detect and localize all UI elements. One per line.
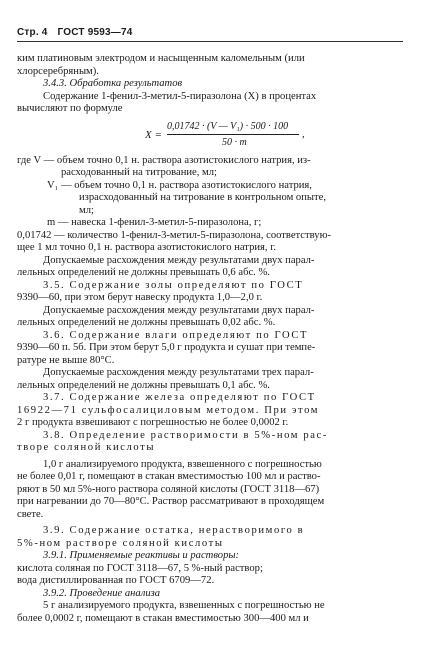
text-line: Содержание 1-фенил-3-метил-5-пиразолона (X) в процентах <box>43 90 317 102</box>
text-line: Допускаемые расхождения между результатами трех парал- <box>43 367 314 378</box>
text-line: кислота соляная по ГОСТ 3118—67, 5 %-ный раствор; <box>17 562 263 574</box>
fraction-bar <box>167 134 299 135</box>
definition-line: V₁ — объем точно 0,1 н. раствора азотистокислого натрия, <box>47 179 312 191</box>
section-heading-3-4-3: 3.4.3. Обработка результатов <box>43 78 183 89</box>
definition-line: мл; <box>79 204 94 216</box>
section-heading-3-5: 3.5. Содержание золы определяют по ГОСТ <box>43 279 304 291</box>
section-heading-3-9-1: 3.9.1. Применяемые реактивы и растворы: <box>43 550 240 561</box>
text-line: свете. <box>17 508 44 520</box>
text-line: хлорсеребряным). <box>17 65 99 77</box>
section-heading-3-8: 3.8. Определение растворимости в 5%-ном рас- <box>43 429 328 441</box>
text-line: Допускаемые расхождения между результатами двух парал- <box>43 254 315 266</box>
section-heading-3-9: 3.9. Содержание остатка, нерастворимого в <box>43 525 305 536</box>
formula-lhs: X = <box>145 128 162 141</box>
text-line: 5%-ном растворе соляной кислоты <box>17 537 224 549</box>
text-line: 9390—60 п. 5б. При этом берут 5,0 г продукта и сушат при темпе- <box>17 342 316 353</box>
definition-line: где V — объем точно 0,1 н. раствора азотистокислого натрия, из- <box>17 154 311 166</box>
text-line: при нагревании до 70—80°С. Раствор рассматривают в проходящем <box>17 496 325 507</box>
definition-line: m — навеска 1-фенил-3-метил-5-пиразолона, г; <box>47 217 262 228</box>
standard-code: ГОСТ 9593—74 <box>57 27 133 38</box>
text-line: вода дистиллированная по ГОСТ 6709—72. <box>17 575 215 586</box>
text-line: лельных определений не должны превышать 0,02 абс. %. <box>17 317 276 328</box>
definition-line: израсходованный на титрование в контрольном опыте, <box>79 192 326 203</box>
text-line: творе соляной кислоты <box>17 442 156 453</box>
text-line: ким платиновым электродом и насыщенным каломельным (или <box>17 53 305 64</box>
formula-comma: , <box>302 128 305 140</box>
section-heading-3-7: 3.7. Содержание железа определяют по ГОСТ <box>43 392 316 403</box>
section-heading-3-9-2: 3.9.2. Проведение анализа <box>43 587 161 599</box>
page-header <box>17 27 133 40</box>
text-line: ратуре не выше 80°С. <box>17 354 115 366</box>
text-line: 2 г продукта взвешивают с погрешностью не более 0,0002 г. <box>17 417 289 428</box>
definition-line: щее 1 мл точно 0,1 н. раствора азотистокислого натрия, г. <box>17 242 276 253</box>
definition-line: 0,01742 — количество 1-фенил-3-метил-5-пиразолона, соответствую- <box>17 229 332 241</box>
text-line: не более 0,01 г, помещают в стакан вместимостью 100 мл и раство- <box>17 471 321 482</box>
definition-line: расходованный на титрование, мл; <box>61 167 217 178</box>
text-line: более 0,0002 г, помещают в стакан вместимостью 300—400 мл и <box>17 612 309 624</box>
formula-denominator: 50 · m <box>222 136 247 148</box>
page-body <box>17 53 407 625</box>
text-line: вычисляют по формуле <box>17 103 123 114</box>
page-number: Стр. 4 <box>17 27 48 38</box>
text-line: Допускаемые расхождения между результатами двух парал- <box>43 304 315 316</box>
text-line: лельных определений не должны превышать 0,6 абс. %. <box>17 267 270 278</box>
text-line: 16922—71 сульфосалициловым методом. При этом <box>17 404 320 416</box>
text-line: лельных определений не должны превышать 0,1 абс. %. <box>17 379 270 391</box>
text-line: 9390—60, при этом берут навеску продукта 1,0—2,0 г. <box>17 292 263 303</box>
section-heading-3-6: 3.6. Содержание влаги определяют по ГОСТ <box>43 329 309 341</box>
text-line: ряют в 50 мл 5%-ного раствора соляной кислоты (ГОСТ 3118—67) <box>17 483 320 495</box>
formula <box>17 119 407 153</box>
formula-numerator: 0,01742 · (V — V₁) · 500 · 100 <box>167 120 289 132</box>
text-line: 1,0 г анализируемого продукта, взвешенного с погрешностью <box>43 458 322 470</box>
text-line: 5 г анализируемого продукта, взвешенных с погрешностью не <box>43 600 325 611</box>
header-rule <box>17 41 403 42</box>
